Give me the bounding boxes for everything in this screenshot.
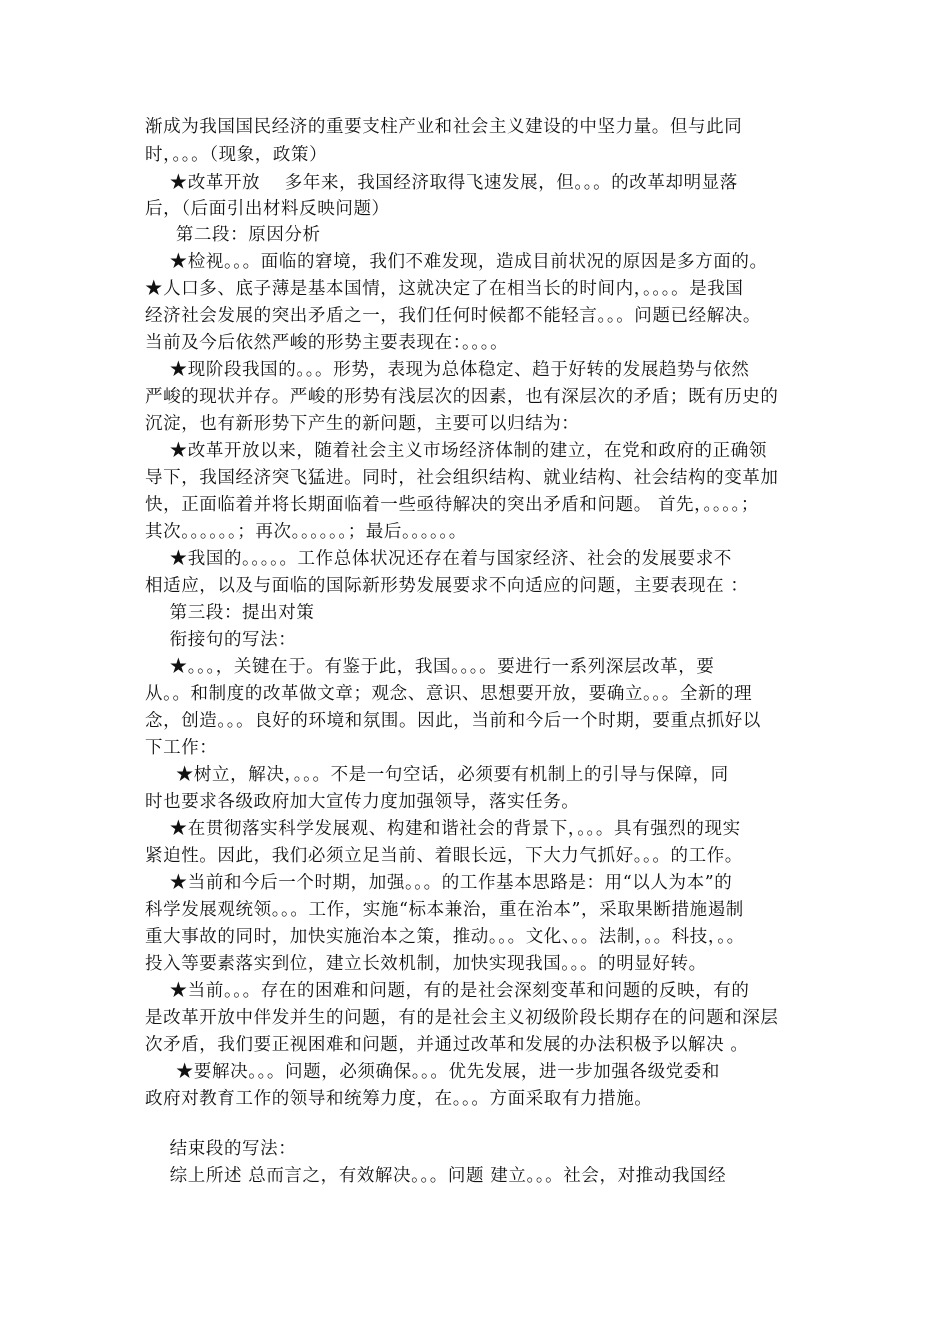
text-line: 紧迫性。因此，我们必须立足当前、着眼长远，下大力气抓好。。。的工作。 bbox=[145, 846, 743, 866]
section-heading: 第二段：原因分析 bbox=[145, 225, 321, 245]
text-line: 是改革开放中伴发并生的问题，有的是社会主义初级阶段长期存在的问题和深层 bbox=[145, 1008, 779, 1028]
text-line: 快，正面临着并将长期面临着一些亟待解决的突出矛盾和问题。 首先，。。。。； bbox=[145, 495, 760, 515]
text-line: ★当前。。。存在的困难和问题，有的是社会深刻变革和问题的反映，有的 bbox=[145, 981, 750, 1001]
subheading: 结束段的写法： bbox=[145, 1139, 297, 1159]
text-line: ★人口多、底子薄是基本国情，这就决定了在相当长的时间内，。。。。是我国 bbox=[145, 279, 744, 299]
text-line: ★改革开放 多年来，我国经济取得飞速发展，但。。。的改革却明显落 bbox=[145, 173, 738, 193]
text-line: 导下，我国经济突飞猛进。同时，社会组织结构、就业结构、社会结构的变革加 bbox=[145, 468, 779, 488]
text-line: ★检视。。。面临的窘境，我们不难发现，造成目前状况的原因是多方面的。 bbox=[145, 252, 768, 272]
text-line: 后，（后面引出材料反映问题） bbox=[145, 199, 390, 219]
text-line: 综上所述 总而言之，有效解决。。。问题 建立。。。社会，对推动我国经 bbox=[145, 1166, 727, 1186]
text-line: 时，。。。（现象，政策） bbox=[145, 145, 328, 165]
text-line: ★当前和今后一个时期，加强。。。的工作基本思路是：用“以人为本”的 bbox=[145, 873, 733, 893]
text-line: 科学发展观统领。。。工作，实施“标本兼治，重在治本”，采取果断措施遏制 bbox=[145, 900, 744, 920]
text-line: 下工作： bbox=[145, 738, 218, 758]
text-line: 从。。和制度的改革做文章；观念、意识、思想要开放，要确立。。。全新的理 bbox=[145, 684, 753, 704]
subheading: 衔接句的写法： bbox=[145, 630, 297, 650]
text-line: 重大事故的同时，加快实施治本之策，推动。。。文化、。。法制，。。科技，。。 bbox=[145, 927, 745, 947]
text-line: ★树立，解决，。。。不是一句空话，必须要有机制上的引导与保障，同 bbox=[145, 765, 729, 785]
text-line: 经济社会发展的突出矛盾之一，我们任何时候都不能轻言。。。问题已经解决。 bbox=[145, 306, 761, 326]
text-line: ★。。。，关键在于。有鉴于此，我国。。。。要进行一系列深层改革，要 bbox=[145, 657, 715, 677]
text-line: 当前及今后依然严峻的形势主要表现在：。。。。 bbox=[145, 333, 509, 353]
text-line: 政府对教育工作的领导和统筹力度，在。。。方面采取有力措施。 bbox=[145, 1089, 653, 1109]
section-heading: 第三段：提出对策 bbox=[145, 603, 315, 623]
text-line: ★我国的。。。。。工作总体状况还存在着与国家经济、社会的发展要求不 bbox=[145, 549, 732, 569]
text-line: ★改革开放以来，随着社会主义市场经济体制的建立，在党和政府的正确领 bbox=[145, 441, 767, 461]
text-line: 投入等要素落实到位，建立长效机制，加快实现我国。。。的明显好转。 bbox=[145, 954, 707, 974]
text-line: 严峻的现状并存。严峻的形势有浅层次的因素，也有深层次的矛盾；既有历史的 bbox=[145, 387, 779, 407]
text-line: 渐成为我国国民经济的重要支柱产业和社会主义建设的中坚力量。但与此同 bbox=[145, 117, 743, 137]
text-line: ★在贯彻落实科学发展观、构建和谐社会的背景下，。。。具有强烈的现实 bbox=[145, 819, 741, 839]
text-line: 时也要求各级政府加大宣传力度加强领导，落实任务。 bbox=[145, 792, 580, 812]
text-line: 其次。。。。。。；再次。。。。。。；最后。。。。。。 bbox=[145, 522, 467, 542]
text-line: 沉淀，也有新形势下产生的新问题，主要可以归结为： bbox=[145, 414, 580, 434]
text-line: ★现阶段我国的。。。形势，表现为总体稳定、趋于好转的发展趋势与依然 bbox=[145, 360, 750, 380]
text-line: 相适应，以及与面临的国际新形势发展要求不向适应的问题，主要表现在 ： bbox=[145, 576, 749, 596]
text-line: ★要解决。。。问题，必须确保。。。优先发展，进一步加强各级党委和 bbox=[145, 1062, 721, 1082]
text-line: 次矛盾，我们要正视困难和问题，并通过改革和发展的办法积极予以解决 。 bbox=[145, 1035, 749, 1055]
text-line: 念，创造。。。良好的环境和氛围。因此，当前和今后一个时期，要重点抓好以 bbox=[145, 711, 761, 731]
